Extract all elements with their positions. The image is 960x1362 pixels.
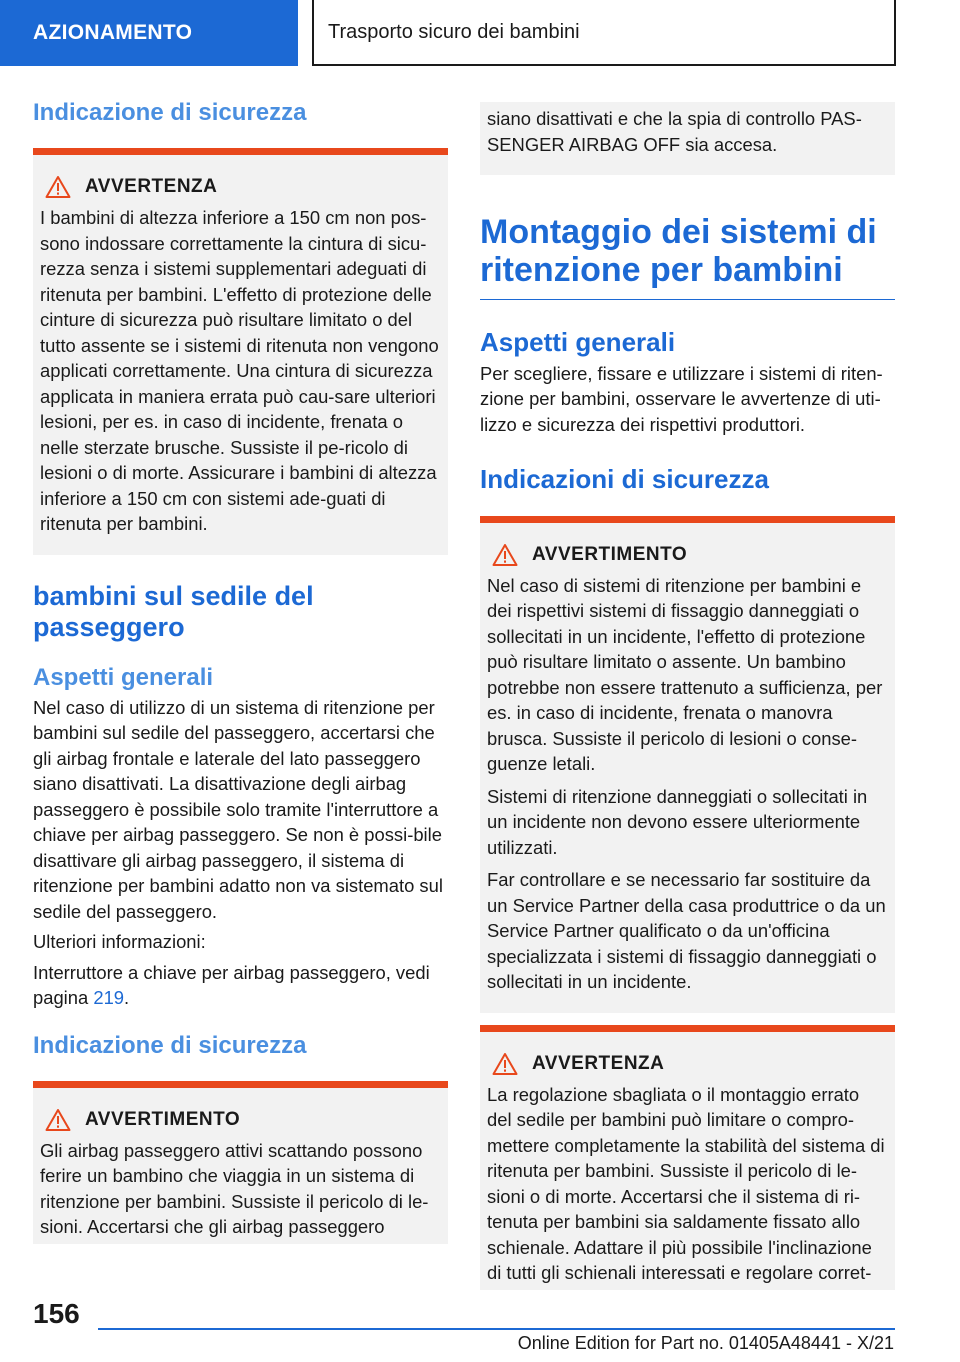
page-number: 156: [33, 1298, 80, 1329]
warning-header: [40, 175, 441, 199]
footer-rule: [98, 1328, 895, 1330]
edition-note: Online Edition for Part no. 01405A48441 - X/21: [517, 1333, 894, 1353]
reference-paragraph: [33, 960, 448, 1011]
general-heading-right: Aspetti generali: [480, 327, 676, 358]
section-tab: AZIONAMENTO: [0, 0, 298, 66]
warning-box-3: [480, 516, 895, 1013]
right-column: [480, 102, 895, 1290]
warning-header-4: [487, 1052, 888, 1076]
safety-heading-2: Indicazione di sicurezza: [33, 1031, 307, 1059]
safety-heading-right: Indicazioni di sicurezza: [480, 464, 769, 495]
chapter-title: [312, 0, 896, 66]
warning-triangle-icon: [492, 1052, 518, 1076]
general-paragraph: Nel caso di utilizzo di un sistema di ritenzione per bambini sul sedile del passeggero, accertarsi che gli airbag frontale e laterale del lato passeggero siano disattivati. La disattivazione degli airbag passeggero è possibile solo tramite l'interruttore a chiave per airbag passeggero. Se non è possi-bile disattivare gli airbag passeggero, il sistema di ritenzione per bambini adatto non va sistemato sul sedile del passeggero.: [33, 696, 443, 922]
warning-title-2: AVVERTIMENTO: [85, 1108, 241, 1130]
general-paragraph-right: Per scegliere, fissare e utilizzare i sistemi di riten-zione per bambini, osservare le avvertenze di uti-lizzo e sicurezza dei rispettivi produttori.: [480, 362, 883, 435]
warning-box: [33, 148, 448, 555]
warning-triangle-icon: [45, 175, 71, 199]
passenger-seat-heading: bambini sul sedile del passeggero: [33, 580, 314, 642]
warning-text-2: Gli airbag passeggero attivi scattando possono ferire un bambino che viaggia in un sistema di ritenzione per bambini. Sussiste il pericolo di le-sioni. Accertarsi che gli airbag passeggero: [40, 1139, 429, 1238]
chapter-title-text: Trasporto sicuro dei bambini: [328, 20, 580, 43]
warning-title-4: AVVERTENZA: [532, 1052, 665, 1074]
warning-continuation-text: siano disattivati e che la spia di controllo PAS-SENGER AIRBAG OFF sia accesa.: [487, 108, 862, 155]
warning-title: AVVERTENZA: [85, 176, 218, 197]
warning-continuation-box: [480, 102, 895, 175]
warning-header-3: [487, 543, 888, 567]
page-link[interactable]: 219: [93, 987, 125, 1009]
warning-header-2: [40, 1108, 441, 1132]
warning-text-3a: Nel caso di sistemi di ritenzione per bambini e dei rispettivi sistemi di fissaggio danneggiati o sollecitati in un incidente, l'effetto di protezione può risultare limitato o assente. Un bambino potrebbe non essere trattenuto a sufficienza, per es. in caso di incidente, frenata o manovra brusca. Sussiste il pericolo di lesioni o conse-guenze letali.: [487, 574, 883, 775]
warning-text-3b: Sistemi di ritenzione danneggiati o sollecitati in un incidente non devono essere ulteriormente utilizzati.: [487, 785, 868, 858]
safety-heading: Indicazione di sicurezza: [33, 99, 307, 126]
warning-title-3: AVVERTIMENTO: [532, 543, 688, 565]
more-info-label: Ulteriori informazioni:: [33, 931, 206, 953]
warning-text: I bambini di altezza inferiore a 150 cm non pos-sono indossare correttamente la cintura di sicu-rezza senza i sistemi supplementari adeguati di ritenuta per bambini. L'effetto di protezione delle cinture di sicurezza può risultare limitato o del tutto assente se i sistemi di ritenuta non vengono applicati correttamente. Una cintura di sicurezza applicata in maniera errata può cau-sare ulteriori lesioni, per es. in caso di incidente, frenata o nelle sterzate brusche. Sussiste il pe-ricolo di lesioni o di morte. Assicurare i bambini di altezza inferiore a 150 cm con sistemi ade-guati di ritenuta per bambini.: [40, 207, 439, 534]
reference-suffix: .: [124, 987, 130, 1009]
warning-text-3c: Far controllare e se necessario far sostituire da un Service Partner della casa produttrice o da un Service Partner qualificato o da un'officina specializzata i sistemi di fissaggio danneggiati o sollecitati in un incidente.: [487, 869, 886, 993]
warning-text-4: La regolazione sbagliata o il montaggio errato del sedile per bambini può limitare o compro-mettere completamente la stabilità del sistema di ritenuta per bambini. Sussiste il pericolo di le-sioni o di morte. Accertarsi che il sistema di ri-tenuta per bambini sia saldamente fissato allo schienale. Adattare il più possibile l'inclinazione di tutti gli schienali interessati e regolare corret-: [487, 1083, 885, 1284]
general-heading: Aspetti generali: [33, 663, 214, 691]
reference-text: Interruttore a chiave per airbag passeggero, vedi pagina: [33, 961, 430, 1009]
warning-triangle-icon: [492, 543, 518, 567]
mounting-heading: Montaggio dei sistemi di ritenzione per bambini: [480, 213, 877, 290]
warning-box-4: [480, 1025, 895, 1290]
warning-box-2: [33, 1081, 448, 1244]
warning-triangle-icon: [45, 1108, 71, 1132]
left-column: [33, 98, 448, 1244]
